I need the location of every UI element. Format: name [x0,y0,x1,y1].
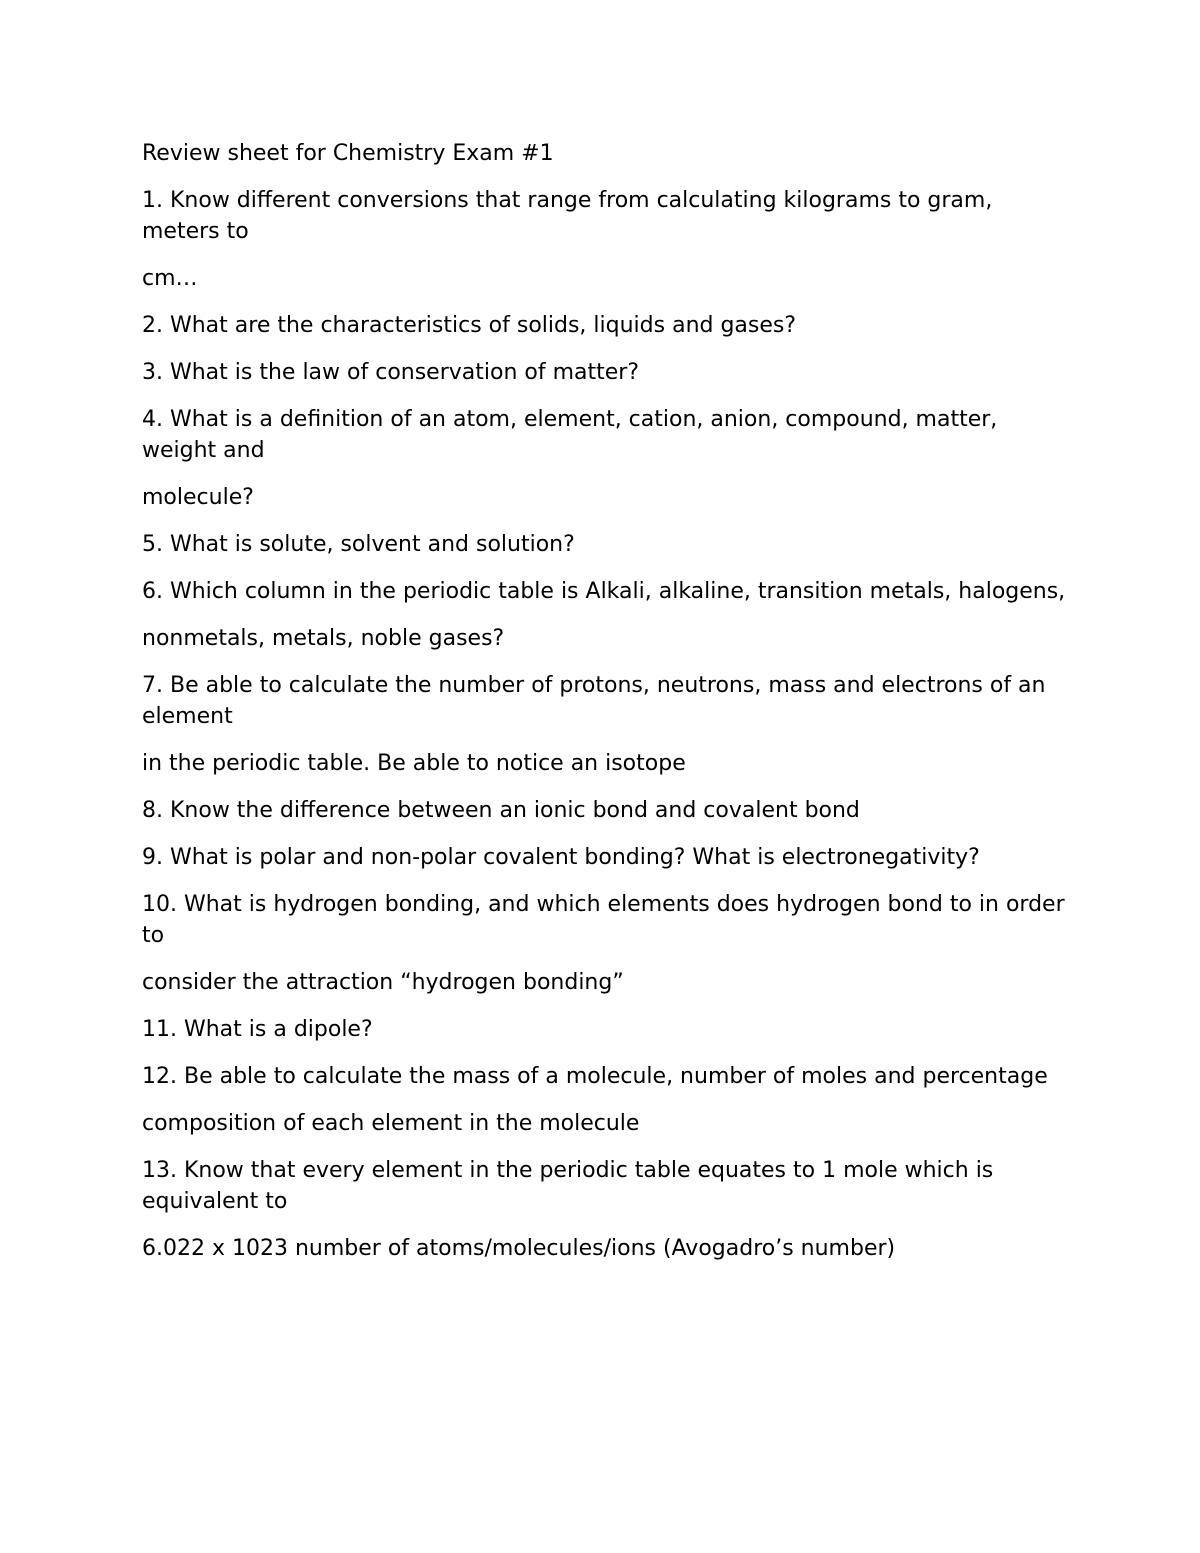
line-15: consider the attraction “hydrogen bonding” [142,970,624,995]
line-14: 10. What is hydrogen bonding, and which elements does hydrogen bond to in order to [142,892,1072,948]
line-13: 9. What is polar and non-polar covalent bonding? What is electronegativity? [142,845,980,870]
line-5: 4. What is a definition of an atom, element, cation, anion, compound, matter, weight and [142,407,1005,463]
line-9: nonmetals, metals, noble gases? [142,626,505,651]
line-8: 6. Which column in the periodic table is Alkali, alkaline, transition metals, halogens, [142,579,1066,604]
line-20: 6.022 x 1023 number of atoms/molecules/ions (Avogadro’s number) [142,1236,896,1261]
line-12: 8. Know the difference between an ionic bond and covalent bond [142,798,860,823]
line-18: composition of each element in the molecule [142,1111,640,1136]
line-19: 13. Know that every element in the periodic table equates to 1 mole which is equivalent to [142,1158,1001,1214]
line-7: 5. What is solute, solvent and solution? [142,532,575,557]
line-1: 1. Know different conversions that range from calculating kilograms to gram, meters to [142,188,1000,244]
line-10: 7. Be able to calculate the number of protons, neutrons, mass and electrons of an element [142,673,1053,729]
line-4: 3. What is the law of conservation of matter? [142,360,640,385]
line-17: 12. Be able to calculate the mass of a molecule, number of moles and percentage [142,1064,1048,1089]
line-16: 11. What is a dipole? [142,1017,373,1042]
document-title: Review sheet for Chemistry Exam #1 [142,141,554,166]
line-6: molecule? [142,485,254,510]
line-3: 2. What are the characteristics of solids, liquids and gases? [142,313,797,338]
line-11: in the periodic table. Be able to notice an isotope [142,751,686,776]
line-2: cm… [142,266,198,291]
document-page [142,138,1072,1280]
